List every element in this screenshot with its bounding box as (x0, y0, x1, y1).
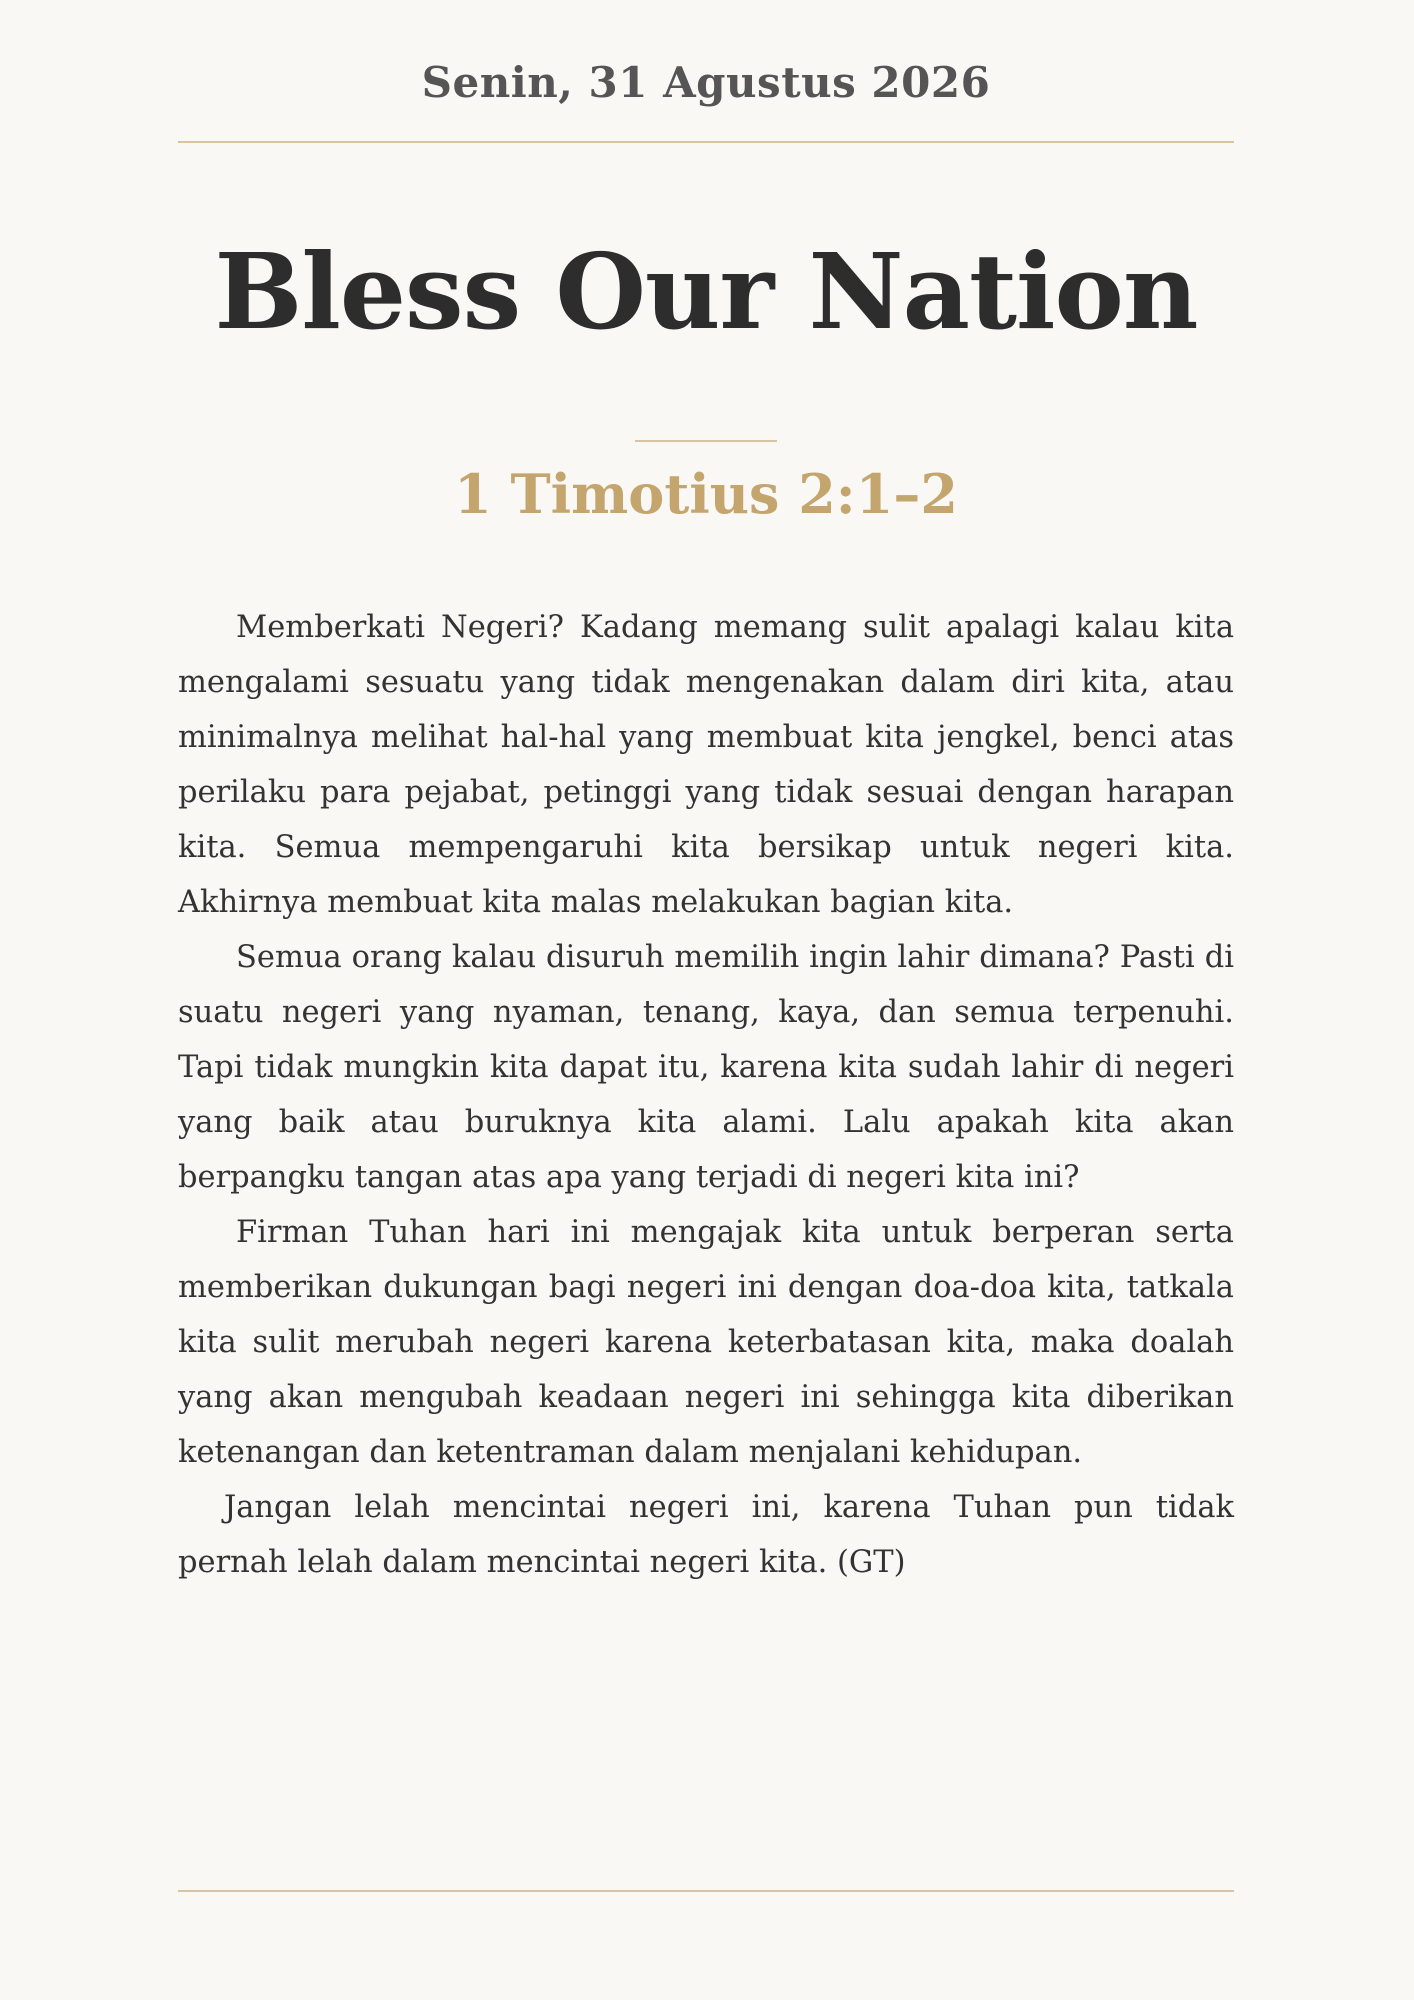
paragraph-3: Firman Tuhan hari ini mengajak kita untuk berperan serta memberikan dukungan bagi negeri ini dengan doa-doa kita, tatkala kita sulit merubah negeri karena keterbatasan kita, maka doalah yang akan mengubah keadaan negeri ini sehingga kita diberikan ketenangan dan ketentraman dalam menjalani kehidupan. (178, 1215, 1234, 1470)
top-divider (178, 141, 1234, 143)
title-divider (635, 440, 777, 442)
scripture-reference: 1 Timotius 2:1–2 (454, 462, 958, 526)
devotional-page (178, 0, 1234, 2000)
page-title: Bless Our Nation (214, 230, 1198, 353)
date-header: Senin, 31 Agustus 2026 (421, 58, 991, 107)
bottom-divider (178, 1890, 1234, 1892)
paragraph-4: Jangan lelah mencintai negeri ini, karena Tuhan pun tidak pernah lelah dalam mencintai negeri kita. (GT) (178, 1490, 1234, 1580)
article-body (178, 600, 1234, 1590)
paragraph-2: Semua orang kalau disuruh memilih ingin lahir dimana? Pasti di suatu negeri yang nyaman, tenang, kaya, dan semua terpenuhi. Tapi tidak mungkin kita dapat itu, karena kita sudah lahir di negeri yang baik atau buruknya kita alami. Lalu apakah kita akan berpangku tangan atas apa yang terjadi di negeri kita ini? (178, 940, 1234, 1195)
paragraph-1: Memberkati Negeri? Kadang memang sulit apalagi kalau kita mengalami sesuatu yang tidak mengenakan dalam diri kita, atau minimalnya melihat hal-hal yang membuat kita jengkel, benci atas perilaku para pejabat, petinggi yang tidak sesuai dengan harapan kita. Semua mempengaruhi kita bersikap untuk negeri kita. Akhirnya membuat kita malas melakukan bagian kita. (178, 610, 1234, 920)
